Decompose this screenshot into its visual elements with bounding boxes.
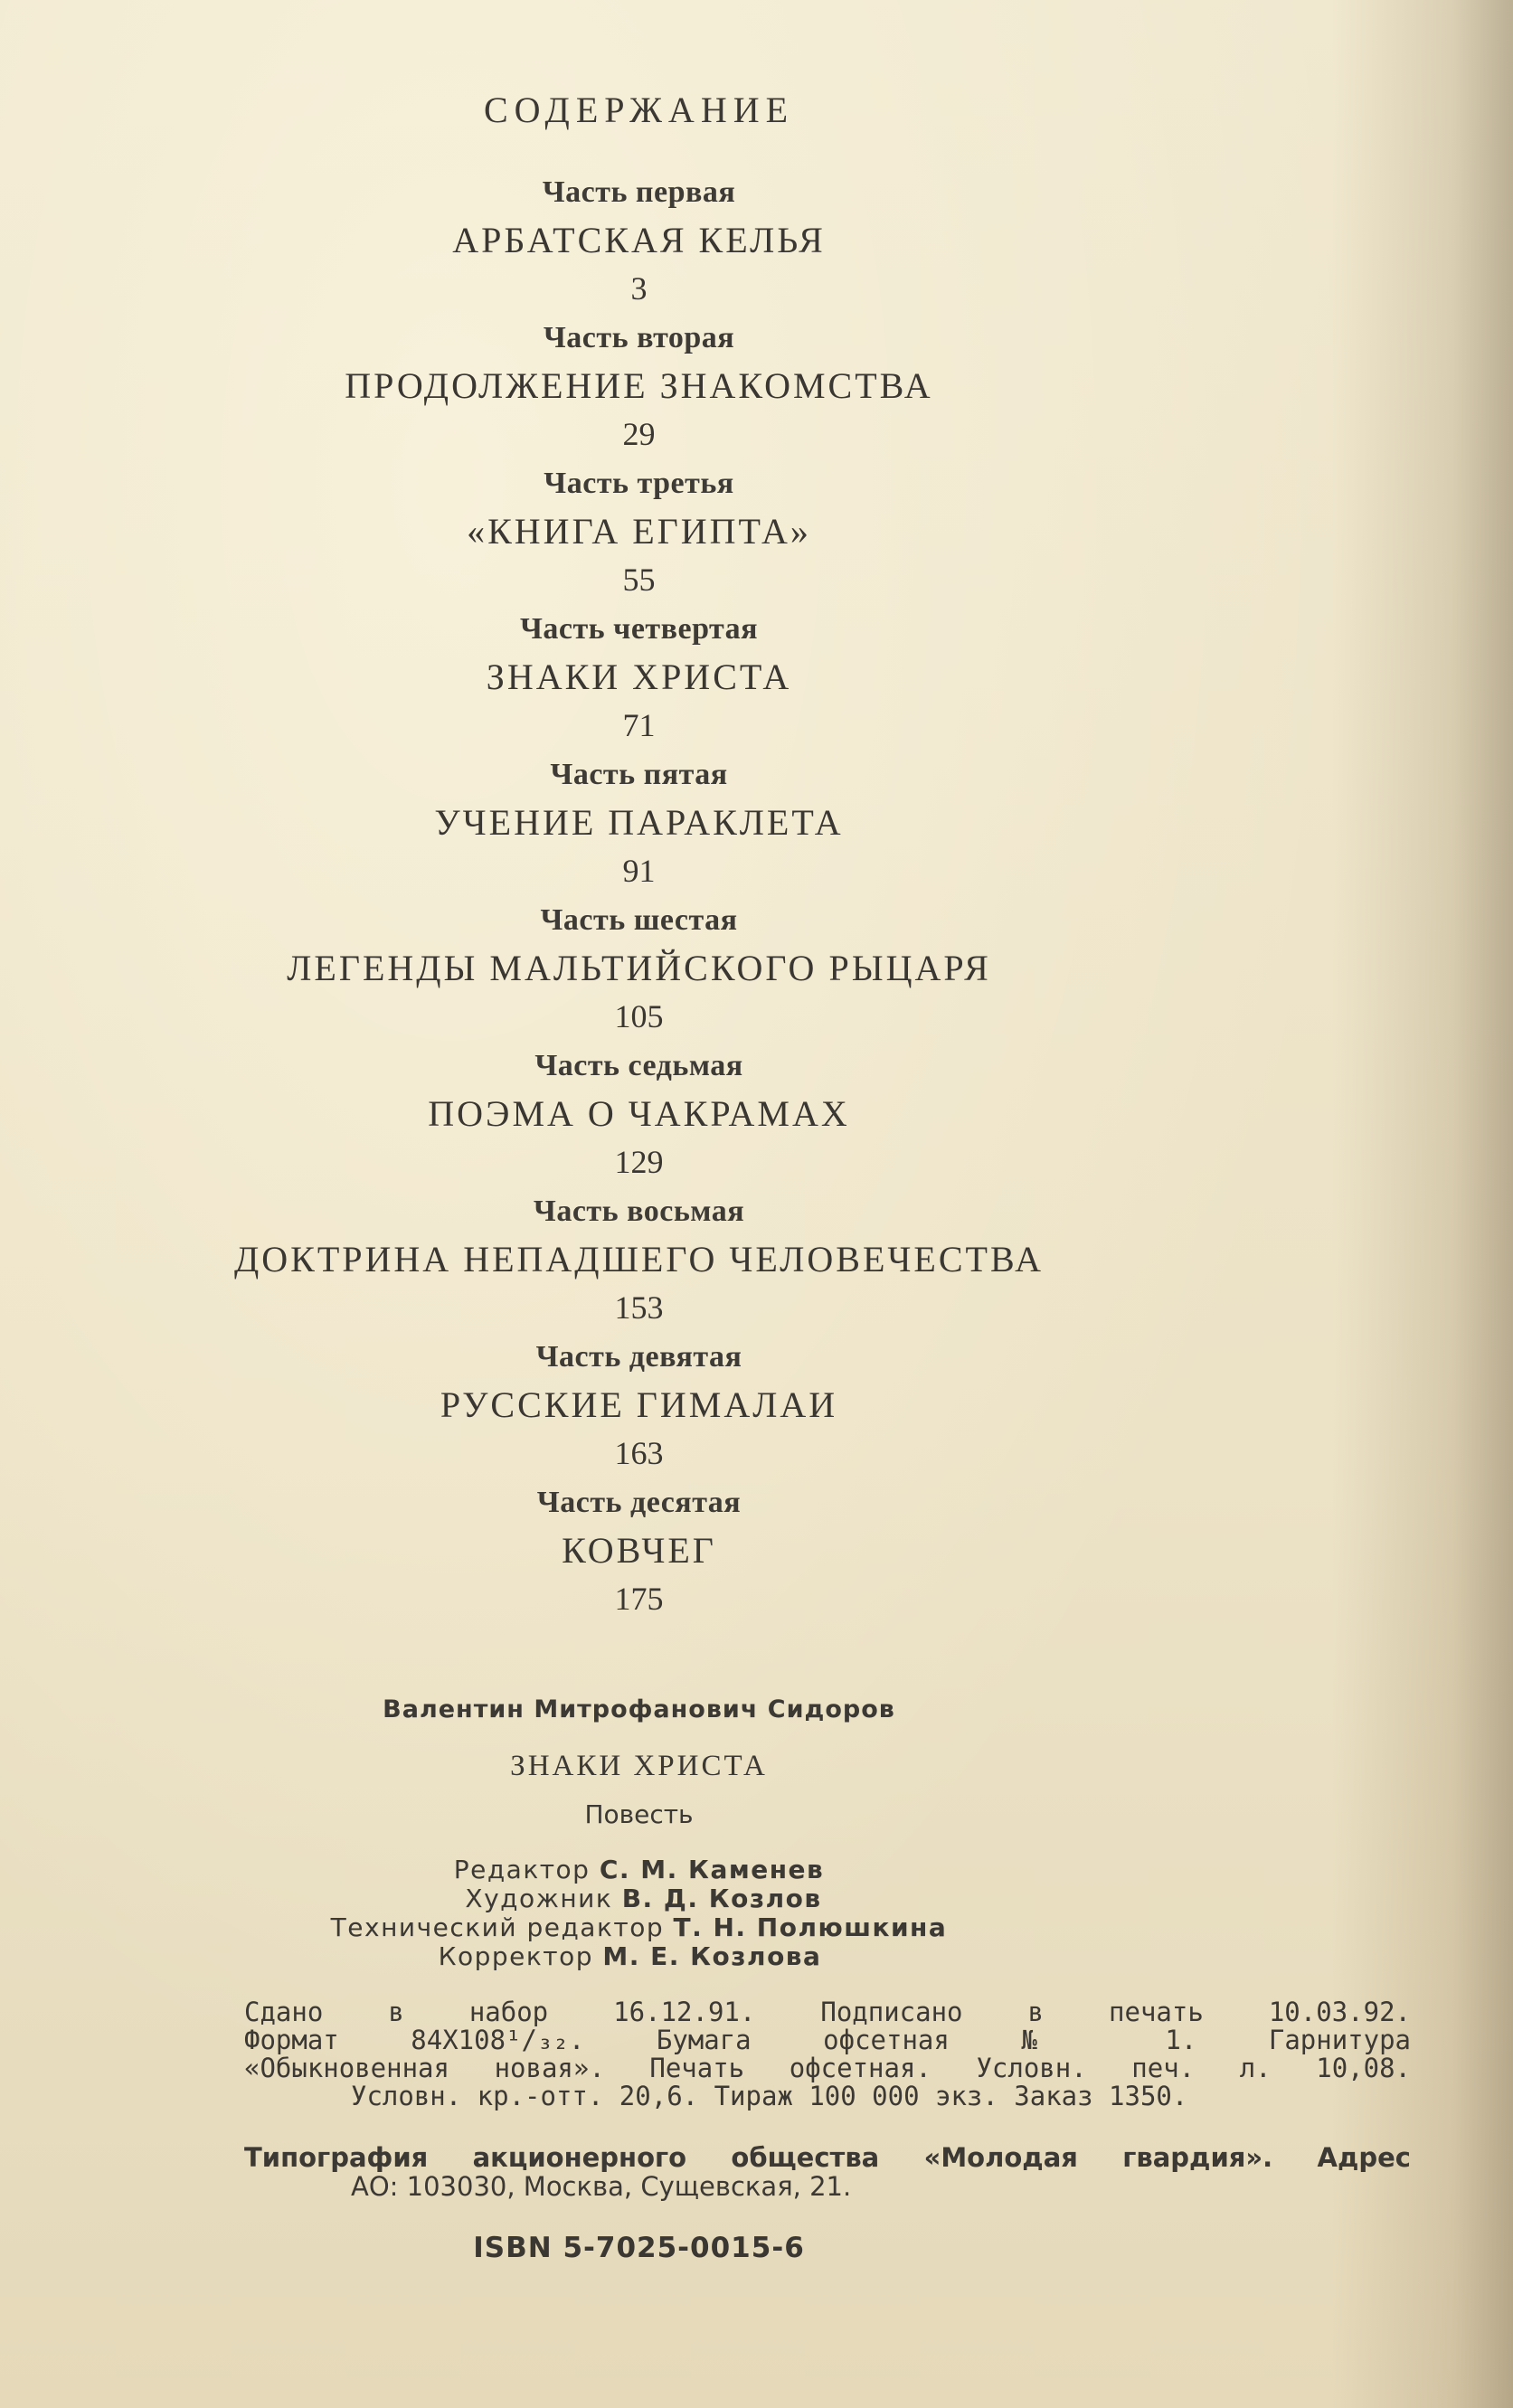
isbn: ISBN 5-7025-0015-6 <box>473 2232 805 2264</box>
tech-line: Сдано в набор 16.12.91. Подписано в печать 10.03.92. <box>244 1997 1411 2027</box>
part-title: ЛЕГЕНДЫ МАЛЬТИЙСКОГО РЫЦАРЯ <box>287 948 991 988</box>
part-label: Часть девятая <box>535 1340 742 1374</box>
toc-entry <box>0 900 1395 1045</box>
page-number: 163 <box>614 1435 664 1471</box>
part-label: Часть шестая <box>540 903 738 937</box>
toc-entry <box>0 317 1395 463</box>
staff-credits <box>0 1856 1395 1971</box>
staff-line <box>0 1884 1395 1913</box>
technical-details <box>244 1998 1411 2111</box>
part-title: АРБАТСКАЯ КЕЛЬЯ <box>452 220 826 260</box>
staff-role: Редактор <box>453 1855 591 1884</box>
toc-entry <box>0 1482 1395 1628</box>
part-label: Часть пятая <box>550 758 728 791</box>
part-title: РУССКИЕ ГИМАЛАИ <box>440 1384 838 1425</box>
part-title: «КНИГА ЕГИПТА» <box>467 511 811 552</box>
staff-role: Корректор <box>438 1941 593 1971</box>
page-number: 3 <box>630 270 648 307</box>
toc-entry <box>0 1336 1395 1482</box>
table-of-contents <box>0 172 1395 1628</box>
part-label: Часть восьмая <box>533 1195 745 1228</box>
toc-entry <box>0 754 1395 900</box>
staff-person: С. М. Каменев <box>599 1855 825 1884</box>
staff-line <box>0 1942 1395 1971</box>
staff-person: Т. Н. Полюшкина <box>673 1912 948 1942</box>
toc-entry <box>0 609 1395 754</box>
staff-line <box>0 1856 1395 1884</box>
press-address: АО: 103030, Москва, Сущевская, 21. <box>351 2171 852 2202</box>
tech-line: «Обыкновенная новая». Печать офсетная. Условн. печ. л. 10,08. <box>244 2053 1411 2083</box>
printing-house <box>244 2143 1411 2201</box>
toc-heading: СОДЕРЖАНИЕ <box>483 90 795 130</box>
page-number: 71 <box>622 707 656 743</box>
part-title: ПРОДОЛЖЕНИЕ ЗНАКОМСТВА <box>345 365 933 406</box>
part-label: Часть третья <box>544 467 734 500</box>
part-title: КОВЧЕГ <box>562 1530 716 1571</box>
tech-line: Формат 84Х108¹/₃₂. Бумага офсетная № 1. Гарнитура <box>244 2025 1411 2055</box>
part-title: ДОКТРИНА НЕПАДШЕГО ЧЕЛОВЕЧЕСТВА <box>234 1239 1044 1280</box>
page-number: 105 <box>614 998 664 1034</box>
part-label: Часть седьмая <box>534 1049 743 1082</box>
page-number: 55 <box>622 562 656 598</box>
part-label: Часть вторая <box>543 321 735 354</box>
page-number: 91 <box>622 853 656 889</box>
tech-line: Условн. кр.-отт. 20,6. Тираж 100 000 экз. Заказ 1350. <box>351 2081 1188 2111</box>
part-title: ЗНАКИ ХРИСТА <box>486 656 792 697</box>
staff-line <box>0 1913 1395 1942</box>
toc-entry <box>0 1045 1395 1191</box>
toc-entry <box>0 172 1395 317</box>
part-title: УЧЕНИЕ ПАРАКЛЕТА <box>434 802 844 843</box>
toc-entry <box>0 463 1395 609</box>
book-title: ЗНАКИ ХРИСТА <box>510 1750 768 1782</box>
press-line: Типография акционерного общества «Молодая гвардия». Адрес <box>244 2142 1411 2173</box>
part-label: Часть десятая <box>536 1486 742 1519</box>
staff-person: М. Е. Козлова <box>602 1941 822 1971</box>
staff-role: Технический редактор <box>330 1912 665 1942</box>
page-number: 175 <box>614 1581 664 1617</box>
author-name: Валентин Митрофанович Сидоров <box>383 1695 895 1723</box>
toc-entry <box>0 1191 1395 1336</box>
staff-role: Художник <box>465 1884 613 1913</box>
genre-label: Повесть <box>584 1799 694 1829</box>
staff-person: В. Д. Козлов <box>621 1884 822 1913</box>
page-number: 153 <box>614 1289 664 1326</box>
part-title: ПОЭМА О ЧАКРАМАХ <box>428 1093 850 1134</box>
page-number: 29 <box>622 416 656 452</box>
page-number: 129 <box>614 1144 664 1180</box>
part-label: Часть первая <box>542 175 736 209</box>
part-label: Часть четвертая <box>519 612 759 646</box>
